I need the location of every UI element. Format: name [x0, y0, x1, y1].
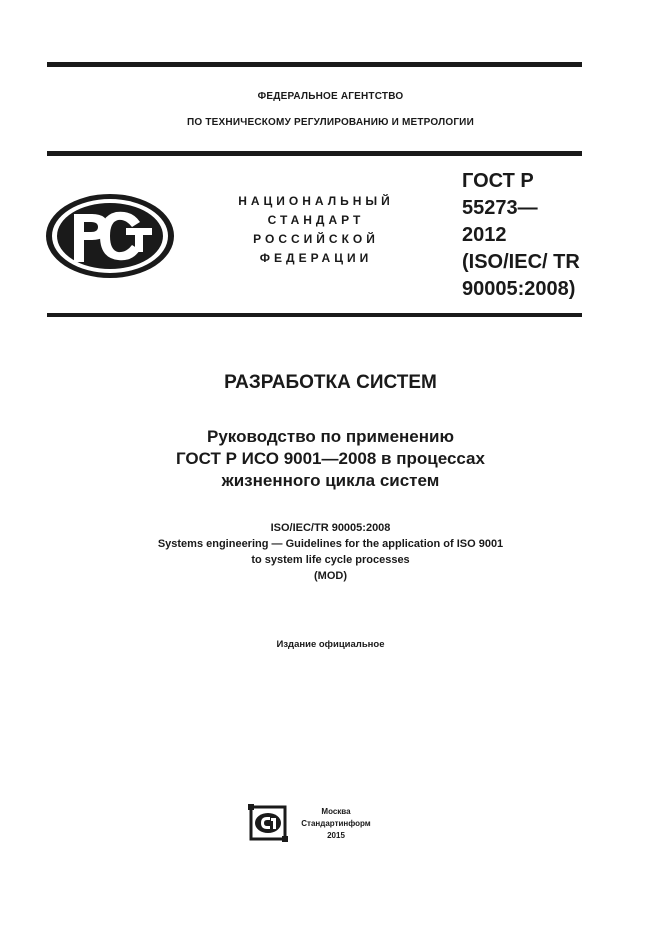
subtitle-line: жизненного цикла систем — [221, 471, 440, 490]
agency-line-2: ПО ТЕХНИЧЕСКОМУ РЕГУЛИРОВАНИЮ И МЕТРОЛОГИИ — [187, 117, 474, 128]
national-line: СТАНДАРТ — [267, 213, 365, 227]
middle-rule — [47, 151, 582, 156]
top-rule — [47, 62, 582, 67]
english-title-block — [0, 520, 661, 584]
publisher-info — [296, 806, 376, 842]
gost-line: (ISO/IEC/ TR — [462, 251, 580, 273]
gost-emblem-icon — [44, 192, 176, 280]
gost-line: 2012 — [462, 224, 507, 246]
publisher-year: 2015 — [327, 831, 345, 840]
document-title: РАЗРАБОТКА СИСТЕМ — [224, 372, 437, 393]
gost-line: 55273— — [462, 197, 538, 219]
english-line: Systems engineering — Guidelines for the application of ISO 9001 — [157, 538, 504, 550]
publisher-name: Стандартинформ — [301, 819, 371, 828]
national-standard-label — [216, 192, 416, 268]
agency-line-1: ФЕДЕРАЛЬНОЕ АГЕНТСТВО — [257, 91, 404, 102]
document-subtitle — [0, 426, 661, 492]
subtitle-line: ГОСТ Р ИСО 9001—2008 в процессах — [176, 449, 485, 468]
national-line: ФЕДЕРАЦИИ — [259, 251, 373, 265]
english-line: (MOD) — [314, 570, 347, 582]
standartinform-icon — [247, 803, 289, 843]
english-line: to system life cycle processes — [251, 554, 410, 566]
bottom-rule — [47, 313, 582, 317]
subtitle-line: Руководство по применению — [207, 427, 454, 446]
gost-line: 90005:2008) — [462, 278, 576, 300]
publisher-city: Москва — [321, 807, 351, 816]
edition-label: Издание официальное — [276, 639, 385, 650]
gost-designation — [462, 168, 580, 303]
gost-line: ГОСТ Р — [462, 170, 534, 192]
national-line: РОССИЙСКОЙ — [253, 232, 379, 246]
national-line: НАЦИОНАЛЬНЫЙ — [238, 194, 394, 208]
english-line: ISO/IEC/TR 90005:2008 — [270, 522, 391, 534]
